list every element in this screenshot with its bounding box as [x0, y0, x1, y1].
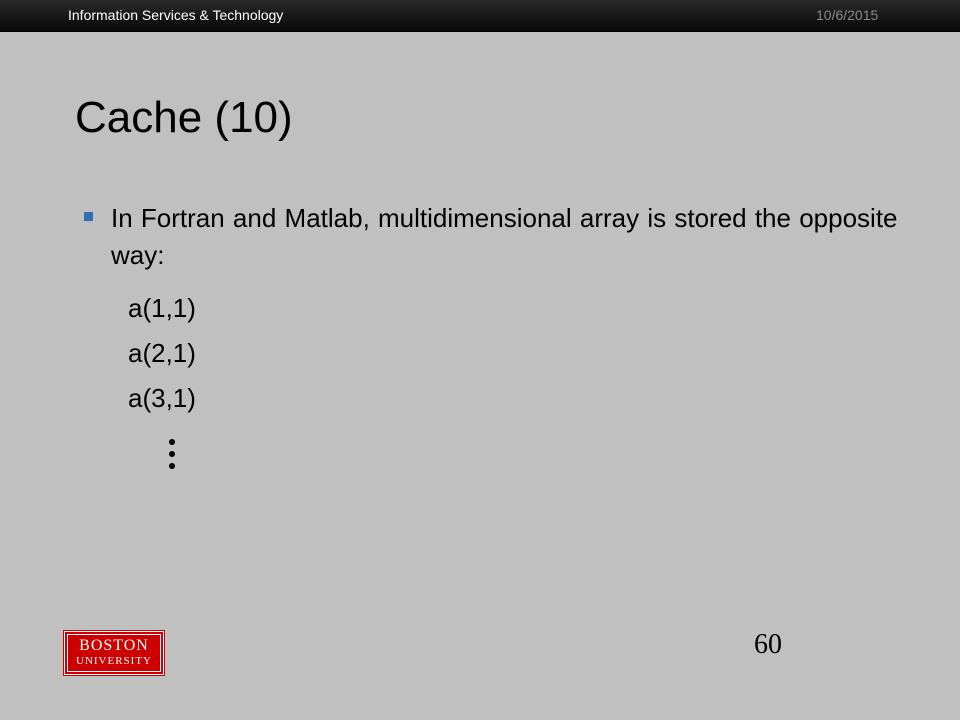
square-bullet-icon	[84, 212, 93, 221]
array-element: a(3,1)	[128, 383, 196, 413]
bullet-text: In Fortran and Matlab, multidimensional array is stored the opposite way:	[111, 203, 898, 270]
array-element-list	[128, 286, 196, 421]
header-bar	[0, 0, 960, 32]
array-element: a(1,1)	[128, 293, 196, 323]
bullet-list	[82, 200, 902, 274]
boston-university-logo	[64, 631, 164, 675]
slide-title: Cache (10)	[75, 93, 293, 142]
vertical-ellipsis-icon	[169, 439, 177, 475]
organization-name: Information Services & Technology	[68, 7, 284, 23]
slide-date: 10/6/2015	[816, 7, 879, 23]
bullet-item	[82, 200, 902, 274]
page-number: 60	[754, 629, 782, 660]
logo-text-line1: BOSTON	[79, 637, 149, 654]
array-element: a(2,1)	[128, 338, 196, 368]
logo-text-line2: UNIVERSITY	[76, 655, 152, 667]
